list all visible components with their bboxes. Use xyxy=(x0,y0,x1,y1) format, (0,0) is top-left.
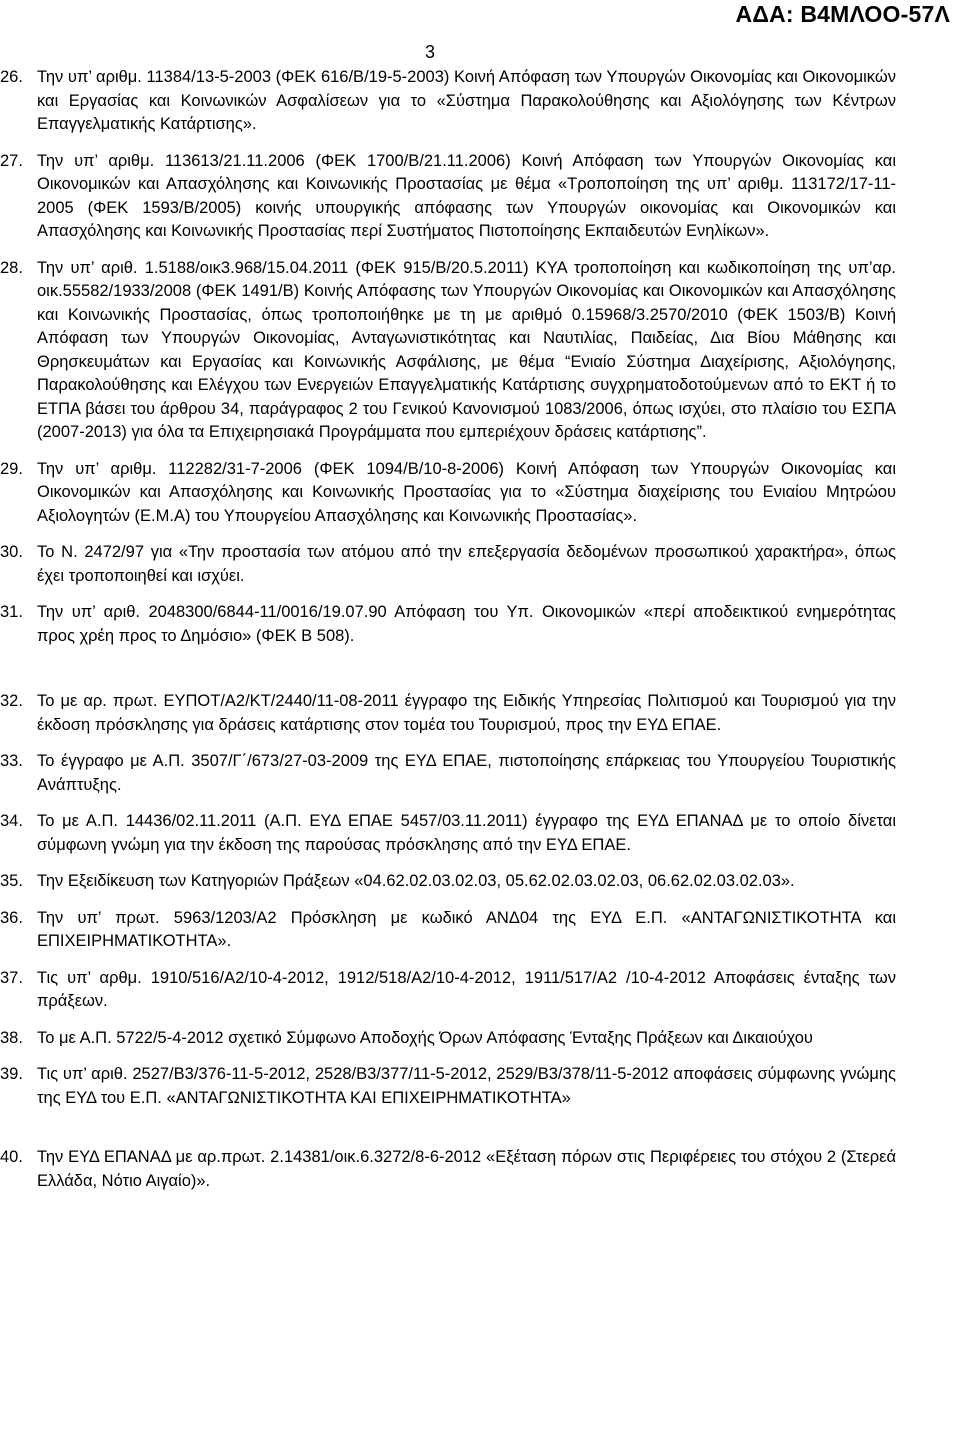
list-item xyxy=(0,601,896,648)
item-number: 35. xyxy=(0,872,23,890)
item-text: Το έγγραφο με Α.Π. 3507/Γ΄/673/27-03-2009 της ΕΥΔ ΕΠΑΕ, πιστοποίησης επάρκειας του Υπουργείου Τουριστικής Ανάπτυξης. xyxy=(37,752,896,794)
item-number: 27. xyxy=(0,151,23,170)
list-item xyxy=(0,66,896,137)
item-number: 32. xyxy=(0,692,23,710)
legal-references-list xyxy=(0,66,896,1201)
ada-code-header: ΑΔΑ: Β4ΜΛΟΟ-57Λ xyxy=(735,1,950,27)
item-text: Την υπ’ αριθ. 1.5188/οικ3.968/15.04.2011 (ΦΕΚ 915/Β/20.5.2011) ΚΥΑ τροποποίηση και κωδικοποίηση της υπ’αρ. οικ.55582/1933/2008 (ΦΕΚ 1491/Β) Κοινής Απόφασης των Υπουργών Οικονομίας και Οικονομικών και Απασχόλησης και Κοινωνικής Προστασίας, όπως τροποποιήθηκε με τη με αριθμό 0.15968/3.2570/2010 (ΦΕΚ 1503/Β) Κοινή Απόφαση των Υπουργών Οικονομίας, Ανταγωνιστικότητας και Ναυτιλίας, Παιδείας, Δια Βίου Μάθησης και Θρησκευμάτων και Εργασίας και Κοινωνικής Ασφάλισης, με θέμα “Ενιαίο Σύστημα Διαχείρισης, Αξιολόγησης, Παρακολούθησης και Ελέγχου των Ενεργειών Επαγγελματικής Κατάρτισης συγχρηματοδοτούμενων από το ΕΚΤ ή το ΕΤΠΑ βάσει του άρθρου 34, παράγραφος 2 του Γενικού Κανονισμού 1083/2006, όπως ισχύει, στο πλαίσιο του ΕΣΠΑ (2007-2013) για όλα τα Επιχειρησιακά Προγράμματα που εμπεριέχουν δράσεις κατάρτισης”. xyxy=(37,258,896,441)
item-number: 33. xyxy=(0,752,23,770)
list-item xyxy=(0,257,896,445)
item-text: Το Ν. 2472/97 για «Την προστασία των ατόμου από την επεξεργασία δεδομένων προσωπικού χαρακτήρα», όπως έχει τροποποιηθεί και ισχύει. xyxy=(37,543,896,585)
item-text: Την υπ’ πρωτ. 5963/1203/Α2 Πρόσκληση με κωδικό ΑΝΔ04 της ΕΥΔ Ε.Π. «ΑΝΤΑΓΩΝΙΣΤΙΚΟΤΗΤΑ και ΕΠΙΧΕΙΡΗΜΑΤΙΚΟΤΗΤΑ». xyxy=(37,908,896,950)
list-item xyxy=(0,750,896,797)
item-text: Την Εξειδίκευση των Κατηγοριών Πράξεων «04.62.02.03.02.03, 05.62.02.03.02.03, 06.62.02.03.02.03». xyxy=(37,872,795,890)
list-item xyxy=(0,690,896,737)
list-item xyxy=(0,541,896,588)
list-item xyxy=(0,1146,896,1193)
item-number: 38. xyxy=(0,1028,23,1047)
item-text: Το με Α.Π. 14436/02.11.2011 (Α.Π. ΕΥΔ ΕΠΑΕ 5457/03.11.2011) έγγραφο της ΕΥΔ ΕΠΑΝΑΔ με το οποίο δίνεται σύμφωνη γνώμη για την έκδοση της παρούσας πρόσκλησης από την ΕΥΔ ΕΠΑΕ. xyxy=(37,812,896,854)
list-item xyxy=(0,810,896,857)
item-text: Την υπ’ αριθμ. 113613/21.11.2006 (ΦΕΚ 1700/Β/21.11.2006) Κοινή Απόφαση των Υπουργών Οικονομίας και Οικονομικών και Απασχόλησης και Κοινωνικής Προστασίας με θέμα «Τροποποίηση της υπ’ αριθμ. 113172/17-11-2005 (ΦΕΚ 1593/Β/2005) κοινής υπουργικής απόφασης των Υπουργών οικονομίας και Οικονομικών και Απασχόλησης και Κοινωνικής Προστασίας περί Συστήματος Πιστοποίησης Εκπαιδευτών Ενηλίκων». xyxy=(37,151,896,240)
item-number: 31. xyxy=(0,603,23,621)
item-number: 29. xyxy=(0,459,23,478)
list-item xyxy=(0,150,896,244)
item-number: 30. xyxy=(0,543,23,561)
item-number: 36. xyxy=(0,908,23,927)
item-number: 37. xyxy=(0,968,23,987)
item-text: Το με αρ. πρωτ. ΕΥΠΟΤ/Α2/ΚΤ/2440/11-08-2011 έγγραφο της Ειδικής Υπηρεσίας Πολιτισμού και Τουρισμού για την έκδοση πρόσκλησης για δράσεις κατάρτισης στον τομέα του Τουρισμού, προς την ΕΥΔ ΕΠΑΕ. xyxy=(37,692,896,734)
item-text: Το με Α.Π. 5722/5-4-2012 σχετικό Σύμφωνο Αποδοχής Όρων Απόφασης Ένταξης Πράξεων και Δικαιούχου xyxy=(37,1028,813,1047)
item-number: 39. xyxy=(0,1065,23,1083)
list-item xyxy=(0,967,896,1014)
item-number: 26. xyxy=(0,68,23,86)
list-item xyxy=(0,458,896,529)
list-item xyxy=(0,907,896,954)
item-text: Την ΕΥΔ ΕΠΑΝΑΔ με αρ.πρωτ. 2.14381/οικ.6.3272/8-6-2012 «Εξέταση πόρων στις Περιφέρειες του στόχου 2 (Στερεά Ελλάδα, Νότιο Αιγαίο)». xyxy=(37,1148,896,1190)
item-text: Την υπ’ αριθμ. 11384/13-5-2003 (ΦΕΚ 616/Β/19-5-2003) Κοινή Απόφαση των Υπουργών Οικονομίας και Οικονομικών και Εργασίας και Κοινωνικών Ασφαλίσεων για το «Σύστημα Παρακολούθησης και Αξιολόγησης των Κέντρων Επαγγελματικής Κατάρτισης». xyxy=(37,68,896,133)
page-number: 3 xyxy=(425,42,436,62)
item-text: Τις υπ’ αρθμ. 1910/516/Α2/10-4-2012, 1912/518/Α2/10-4-2012, 1911/517/Α2 /10-4-2012 Αποφάσεις ένταξης των πράξεων. xyxy=(37,968,896,1010)
item-number: 40. xyxy=(0,1148,23,1166)
item-text: Τις υπ’ αριθ. 2527/Β3/376-11-5-2012, 2528/Β3/377/11-5-2012, 2529/Β3/378/11-5-2012 αποφάσεις σύμφωνης γνώμης της ΕΥΔ του Ε.Π. «ΑΝΤΑΓΩΝΙΣΤΙΚΟΤΗΤΑ ΚΑΙ ΕΠΙΧΕΙΡΗΜΑΤΙΚΟΤΗΤΑ» xyxy=(37,1065,896,1107)
item-text: Την υπ’ αριθ. 2048300/6844-11/0016/19.07.90 Απόφαση του Υπ. Οικονομικών «περί αποδεικτικού ενημερότητας προς χρέη προς το Δημόσιο» (ΦΕΚ Β 508). xyxy=(37,603,896,645)
item-number: 34. xyxy=(0,812,23,830)
item-text: Την υπ’ αριθμ. 112282/31-7-2006 (ΦΕΚ 1094/Β/10-8-2006) Κοινή Απόφαση των Υπουργών Οικονομίας και Οικονομικών και Απασχόλησης και Κοινωνικής Προστασίας για το «Σύστημα διαχείρισης του Ενιαίου Μητρώου Αξιολογητών (Ε.Μ.Α) του Υπουργείου Απασχόλησης και Κοινωνικής Προστασίας». xyxy=(37,459,896,525)
list-item xyxy=(0,1027,896,1051)
list-item xyxy=(0,870,896,894)
item-number: 28. xyxy=(0,258,23,277)
list-item xyxy=(0,1063,896,1110)
